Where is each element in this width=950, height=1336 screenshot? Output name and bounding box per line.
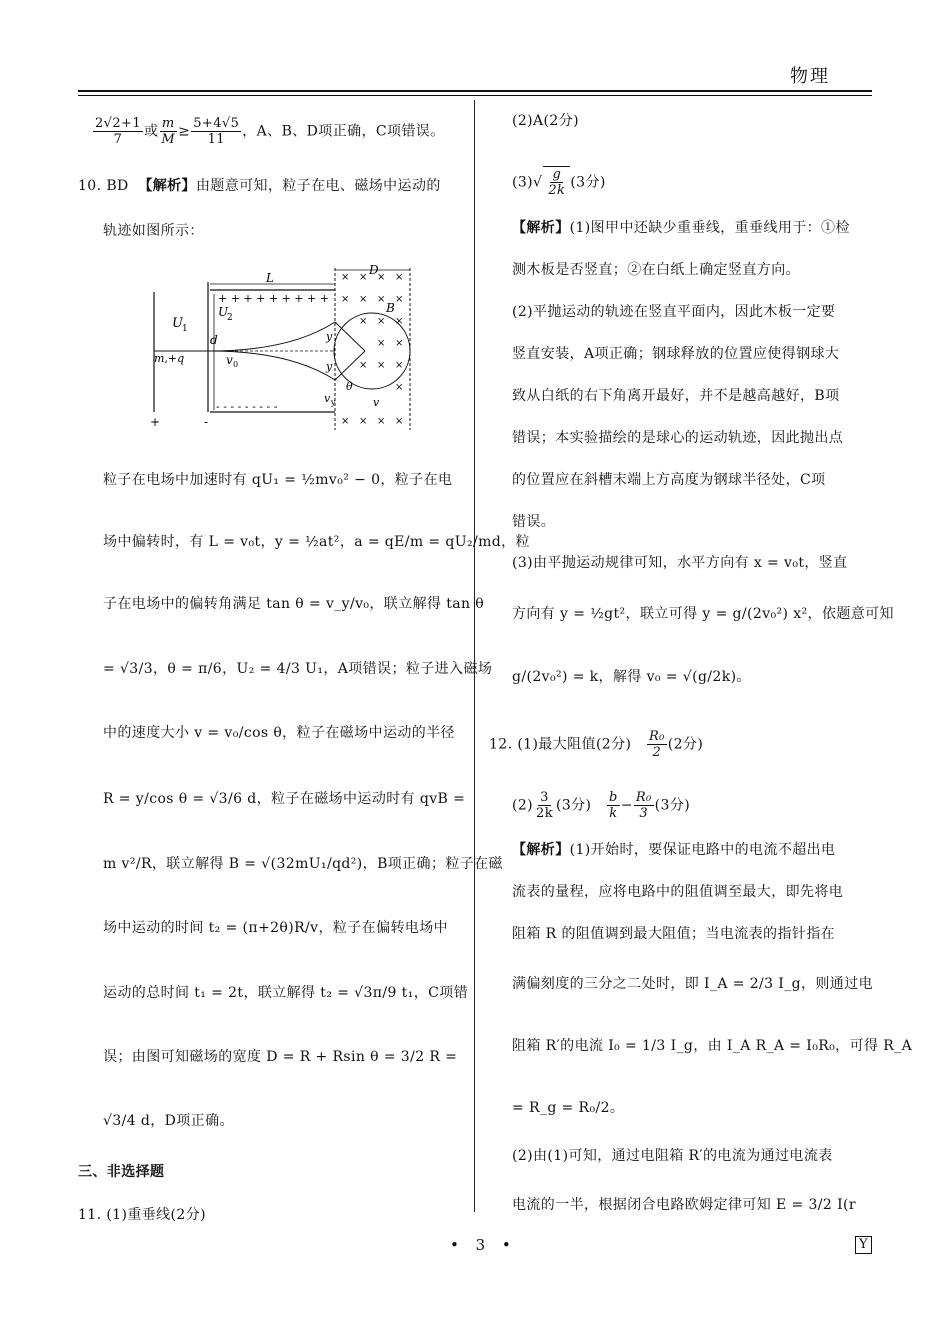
- svg-text:d: d: [210, 333, 218, 347]
- svg-text:0: 0: [233, 360, 239, 369]
- svg-text:U: U: [172, 316, 183, 331]
- section-heading: 三、非选择题: [78, 1164, 165, 1180]
- svg-text:×: ×: [377, 316, 386, 327]
- svg-text:+ + + + + + + + +: + + + + + + + + +: [218, 292, 329, 305]
- svg-text:×: ×: [377, 360, 386, 371]
- svg-text:×: ×: [395, 338, 404, 349]
- svg-text:1: 1: [182, 324, 188, 334]
- q11-answer-1: 11. (1)重垂线(2分): [78, 1207, 206, 1223]
- q10-p3: 子在电场中的偏转角满足 tan θ = v_y/v₀，联立解得 tan θ: [103, 596, 485, 612]
- svg-text:y: y: [326, 360, 333, 373]
- q12-analysis-1: 【解析】(1)开始时，要保证电路中的电流不超出电: [512, 842, 836, 858]
- svg-text:×: ×: [395, 294, 404, 305]
- q10-line1: 10. BD 【解析】由题意可知，粒子在电、磁场中运动的: [78, 178, 441, 194]
- svg-text:×: ×: [377, 416, 386, 427]
- svg-text:2: 2: [227, 313, 233, 323]
- edition-mark: Y: [855, 1236, 872, 1254]
- svg-text:v: v: [324, 392, 331, 405]
- svg-text:+: +: [150, 415, 161, 429]
- q11-analysis-6: 错误；本实验描绘的是球心的运动轨迹，因此抛出点: [512, 430, 844, 446]
- page-number: • 3 •: [450, 1236, 517, 1254]
- q11-answer-2: (2)A(2分): [512, 113, 579, 129]
- svg-text:×: ×: [341, 294, 350, 305]
- prev-answer-line: $\frac{2√2+1}{7}$ 或 $\frac{m}{M}$ ≥ $\frac{5+4√5}{11}$ ，A、B、D项正确，C项错误。: [95, 116, 445, 147]
- q10-p7: m v²/R，联立解得 B = √(32mU₁/qd²)，B项正确；粒子在磁: [103, 856, 503, 872]
- q10-p4: = √3/3，θ = π/6，U₂ = 4/3 U₁，A项错误；粒子进入磁场: [103, 661, 493, 677]
- svg-text:×: ×: [359, 316, 368, 327]
- svg-text:×: ×: [359, 294, 368, 305]
- q10-p8: 场中运动的时间 t₂ = (π+2θ)R/v，粒子在偏转电场中: [103, 920, 449, 936]
- q12-analysis-6: = R_g = R₀/2。: [512, 1100, 625, 1116]
- q11-analysis-3: (2)平抛运动的轨迹在竖直平面内，因此木板一定要: [512, 304, 836, 320]
- q11-analysis-9: (3)由平抛运动规律可知，水平方向有 x = v₀t，竖直: [512, 555, 848, 571]
- q11-analysis-10: 方向有 y = ½gt²，联立可得 y = g/(2v₀²) x²，依题意可知: [512, 606, 894, 622]
- svg-text:L: L: [266, 271, 274, 285]
- svg-text:y: y: [331, 398, 336, 407]
- svg-text:×: ×: [377, 294, 386, 305]
- q12-analysis-7: (2)由(1)可知，通过电阻箱 R′的电流为通过电流表: [512, 1148, 833, 1164]
- svg-text:×: ×: [395, 316, 404, 327]
- q10-p10: 误；由图可知磁场的宽度 D = R + Rsin θ = 3/2 R =: [103, 1049, 458, 1065]
- q12-analysis-4: 满偏刻度的三分之二处时，即 I_A = 2/3 I_g，则通过电: [512, 976, 873, 992]
- q12-analysis-3: 阻箱 R 的阻值调到最大阻值；当电流表的指针指在: [512, 926, 836, 942]
- svg-text:m,+q: m,+q: [154, 352, 185, 365]
- q11-analysis-4: 竖直安装，A项正确；钢球释放的位置应使得钢球大: [512, 346, 840, 362]
- q10-line2: 轨迹如图所示：: [103, 223, 204, 239]
- q11-analysis-11: g/(2v₀²) = k，解得 v₀ = √(g/2k)。: [512, 669, 751, 685]
- q11-answer-3: (3)√ $\frac{g}{2k}$ (3分): [512, 167, 606, 198]
- svg-text:×: ×: [359, 416, 368, 427]
- trajectory-figure: [140, 262, 430, 434]
- svg-text:U: U: [218, 305, 229, 319]
- q11-analysis-5: 致从白纸的右下角离开最好，并不是越高越好，B项: [512, 388, 840, 404]
- svg-text:θ: θ: [346, 380, 353, 393]
- svg-text:D: D: [369, 263, 379, 277]
- svg-text:×: ×: [377, 272, 386, 283]
- q10-p2: 场中偏转时，有 L = v₀t，y = ½at²，a = qE/m = qU₂/md，粒: [103, 534, 530, 550]
- svg-text:×: ×: [359, 360, 368, 371]
- svg-text:×: ×: [341, 272, 350, 283]
- q10-p9: 运动的总时间 t₁ = 2t，联立解得 t₂ = √3π/9 t₁，C项错: [103, 985, 469, 1001]
- header-rule-thin: [78, 95, 872, 96]
- svg-text:-: -: [204, 415, 209, 429]
- svg-text:y: y: [326, 330, 333, 343]
- svg-text:×: ×: [395, 360, 404, 371]
- svg-text:B: B: [386, 301, 395, 315]
- svg-text:×: ×: [341, 416, 350, 427]
- svg-text:×: ×: [359, 272, 368, 283]
- q12-answer-2: (2) $\frac{3}{2k}$ (3分) $\frac{b}{k}$ − $\frac{\text{R₀}}{3}$ (3分): [512, 790, 691, 821]
- q12-analysis-2: 流表的量程，应将电路中的阻值调至最大，即先将电: [512, 884, 844, 900]
- q11-analysis-2: 测木板是否竖直；②在白纸上确定竖直方向。: [512, 262, 800, 278]
- svg-text:×: ×: [395, 416, 404, 427]
- q12-answer-1: 12. (1)最大阻值(2分) $\frac{\text{R₀}}{2}$ (2分): [489, 729, 704, 760]
- column-divider: [474, 100, 475, 1212]
- q12-analysis-8: 电流的一半，根据闭合电路欧姆定律可知 E = 3/2 I(r: [512, 1197, 856, 1213]
- svg-text:- - - - - - - - -: - - - - - - - - -: [216, 400, 278, 413]
- q10-p6: R = y/cos θ = √3/6 d，粒子在磁场中运动时有 qvB =: [103, 791, 466, 807]
- svg-text:v: v: [226, 353, 233, 367]
- q11-analysis-1: 【解析】(1)图甲中还缺少重垂线，重垂线用于：①检: [512, 220, 850, 236]
- q11-analysis-7: 的位置应在斜槽末端上方高度为钢球半径处，C项: [512, 472, 826, 488]
- svg-text:×: ×: [395, 382, 404, 393]
- q10-p1: 粒子在电场中加速时有 qU₁ = ½mv₀² − 0，粒子在电: [103, 472, 453, 488]
- header-rule-thick: [78, 90, 872, 92]
- q12-analysis-5: 阻箱 R′的电流 I₀ = 1/3 I_g，由 I_A R_A = I₀R₀，可得 R_A: [512, 1038, 913, 1054]
- q10-p5: 中的速度大小 v = v₀/cos θ，粒子在磁场中运动的半径: [103, 725, 455, 741]
- q10-p11: √3/4 d，D项正确。: [103, 1113, 234, 1129]
- subject-title: 物理: [790, 66, 830, 87]
- svg-text:×: ×: [377, 338, 386, 349]
- q11-analysis-8: 错误。: [512, 514, 556, 530]
- svg-text:v: v: [373, 396, 380, 409]
- svg-text:×: ×: [395, 272, 404, 283]
